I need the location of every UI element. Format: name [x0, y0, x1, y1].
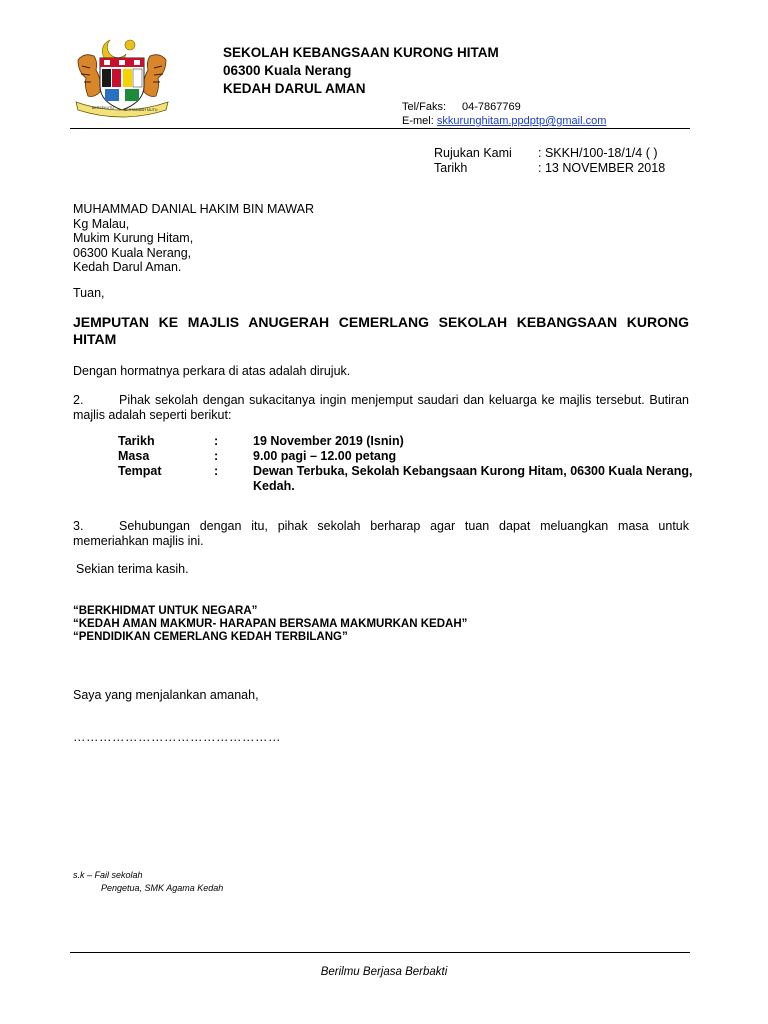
- motto-line: “KEDAH AMAN MAKMUR- HARAPAN BERSAMA MAKMURKAN KEDAH”: [73, 618, 468, 630]
- recipient-address: [73, 202, 314, 275]
- paragraph-3-number: 3.: [73, 519, 84, 533]
- date-label: Tarikh: [434, 161, 468, 175]
- closing-line: Saya yang menjalankan amanah,: [73, 688, 259, 702]
- recipient-name: MUHAMMAD DANIAL HAKIM BIN MAWAR: [73, 202, 314, 216]
- detail-value: 19 November 2019 (Isnin): [253, 434, 404, 448]
- cc-prefix: s.k –: [73, 870, 93, 880]
- paragraph-2-number: 2.: [73, 393, 84, 407]
- school-address-line2: KEDAH DARUL AMAN: [223, 81, 366, 96]
- coat-of-arms-logo: [72, 36, 172, 122]
- reference-block: [434, 146, 665, 176]
- detail-label: Masa: [118, 449, 150, 463]
- paragraph-1: Dengan hormatnya perkara di atas adalah dirujuk.: [73, 364, 351, 378]
- ref-value: : SKKH/100-18/1/4 ( ): [538, 146, 658, 160]
- detail-colon: :: [214, 464, 219, 478]
- footer-motto: Berilmu Berjasa Berbakti: [320, 966, 448, 978]
- recipient-line1: Kg Malau,: [73, 216, 130, 231]
- contact-block: [402, 100, 606, 128]
- detail-label: Tempat: [118, 464, 162, 478]
- thanks-line: Sekian terima kasih.: [76, 562, 189, 576]
- detail-label: Tarikh: [118, 434, 155, 448]
- detail-row-venue: [118, 464, 693, 494]
- ref-label: Rujukan Kami: [434, 146, 512, 160]
- detail-value: Dewan Terbuka, Sekolah Kebangsaan Kurong Hitam, 06300 Kuala Nerang, Kedah.: [253, 464, 693, 493]
- header-divider: [70, 128, 690, 129]
- school-letterhead: [223, 44, 499, 98]
- paragraph-3-text: Sehubungan dengan itu, pihak sekolah berharap agar tuan dapat meluangkan masa untuk memeriahkan majlis ini.: [73, 519, 689, 548]
- email-link[interactable]: skkurunghitam.ppdptp@gmail.com: [436, 115, 607, 127]
- salutation: Tuan,: [73, 286, 105, 300]
- cc-item: Fail sekolah: [94, 870, 143, 880]
- school-address-line1: 06300 Kuala Nerang: [223, 63, 352, 78]
- date-value: : 13 NOVEMBER 2018: [538, 161, 666, 175]
- detail-value: 9.00 pagi – 12.00 petang: [253, 449, 397, 463]
- signature-line: …………………………………………: [73, 730, 281, 744]
- detail-row-time: [118, 449, 693, 464]
- email-label: E-mel:: [402, 115, 434, 127]
- recipient-line3: 06300 Kuala Nerang,: [73, 245, 192, 260]
- footer-divider: [70, 952, 690, 953]
- carbon-copy-block: [73, 869, 223, 895]
- cc-item: Pengetua, SMK Agama Kedah: [101, 883, 224, 893]
- tel-label: Tel/Faks:: [402, 101, 447, 113]
- paragraph-2-text: Pihak sekolah dengan sukacitanya ingin menjemput saudari dan keluarga ke majlis tersebut. Butiran majlis adalah seperti berikut:: [73, 393, 689, 422]
- letter-subject: JEMPUTAN KE MAJLIS ANUGERAH CEMERLANG SEKOLAH KEBANGSAAN KURONG HITAM: [73, 314, 689, 347]
- motto-line: “BERKHIDMAT UNTUK NEGARA”: [73, 605, 258, 617]
- svg-text:BERSEKUTU: BERSEKUTU: [92, 106, 114, 110]
- recipient-line2: Mukim Kurung Hitam,: [73, 231, 194, 245]
- detail-colon: :: [214, 449, 219, 463]
- tel-value: 04-7867769: [462, 101, 521, 113]
- paragraph-2: [73, 393, 689, 423]
- paragraph-3: [73, 519, 689, 549]
- detail-colon: :: [214, 434, 219, 448]
- school-name: SEKOLAH KEBANGSAAN KURONG HITAM: [223, 45, 499, 60]
- motto-block: [73, 605, 467, 644]
- detail-row-date: [118, 434, 693, 449]
- svg-text:BERTAMBAH MUTU: BERTAMBAH MUTU: [124, 108, 158, 112]
- motto-line: “PENDIDIKAN CEMERLANG KEDAH TERBILANG”: [73, 631, 348, 643]
- event-details: [118, 434, 693, 494]
- recipient-line4: Kedah Darul Aman.: [73, 260, 182, 274]
